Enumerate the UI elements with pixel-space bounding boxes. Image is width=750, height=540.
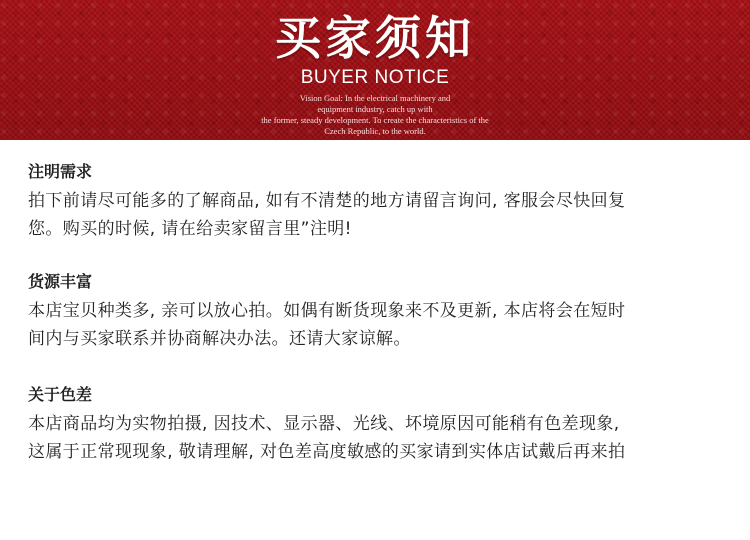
section-line: 这属于正常现现象, 敬请理解, 对色差高度敏感的买家请到实体店试戴后再来拍 — [28, 442, 626, 462]
vision-line: Czech Republic, to the world. — [324, 126, 426, 136]
section-line: 本店商品均为实物拍摄, 因技术、显示器、光线、坏境原因可能稍有色差现象, — [28, 414, 620, 434]
section-title: 货源丰富 — [28, 272, 93, 291]
notice-section-supply — [28, 271, 728, 353]
notice-content — [0, 140, 750, 540]
section-body — [28, 410, 728, 466]
banner-subtitle: BUYER NOTICE — [300, 67, 450, 88]
section-line: 拍下前请尽可能多的了解商品, 如有不清楚的地方请留言询问, 客服会尽快回复 — [28, 191, 626, 211]
buyer-notice-banner — [0, 0, 750, 140]
section-body — [28, 297, 728, 353]
notice-section-requirements — [28, 161, 728, 243]
section-body — [28, 187, 728, 243]
section-line: 间内与买家联系并协商解决办法。还请大家谅解。 — [28, 329, 411, 349]
notice-section-color-difference — [28, 384, 728, 466]
banner-title: 买家须知 — [275, 11, 475, 65]
vision-line: equipment industry, catch up with — [317, 104, 433, 114]
section-line: 您。购买的时候, 请在给卖家留言里”注明! — [28, 219, 352, 239]
vision-line: the former, steady development. To create the characteristics of the — [261, 115, 489, 125]
vision-goal-text — [240, 93, 510, 137]
section-title: 注明需求 — [28, 162, 93, 181]
vision-line: Vision Goal: In the electrical machinery and — [299, 93, 451, 103]
section-line: 本店宝贝种类多, 亲可以放心拍。如偶有断货现象来不及更新, 本店将会在短时 — [28, 301, 626, 321]
section-title: 关于色差 — [28, 385, 93, 404]
